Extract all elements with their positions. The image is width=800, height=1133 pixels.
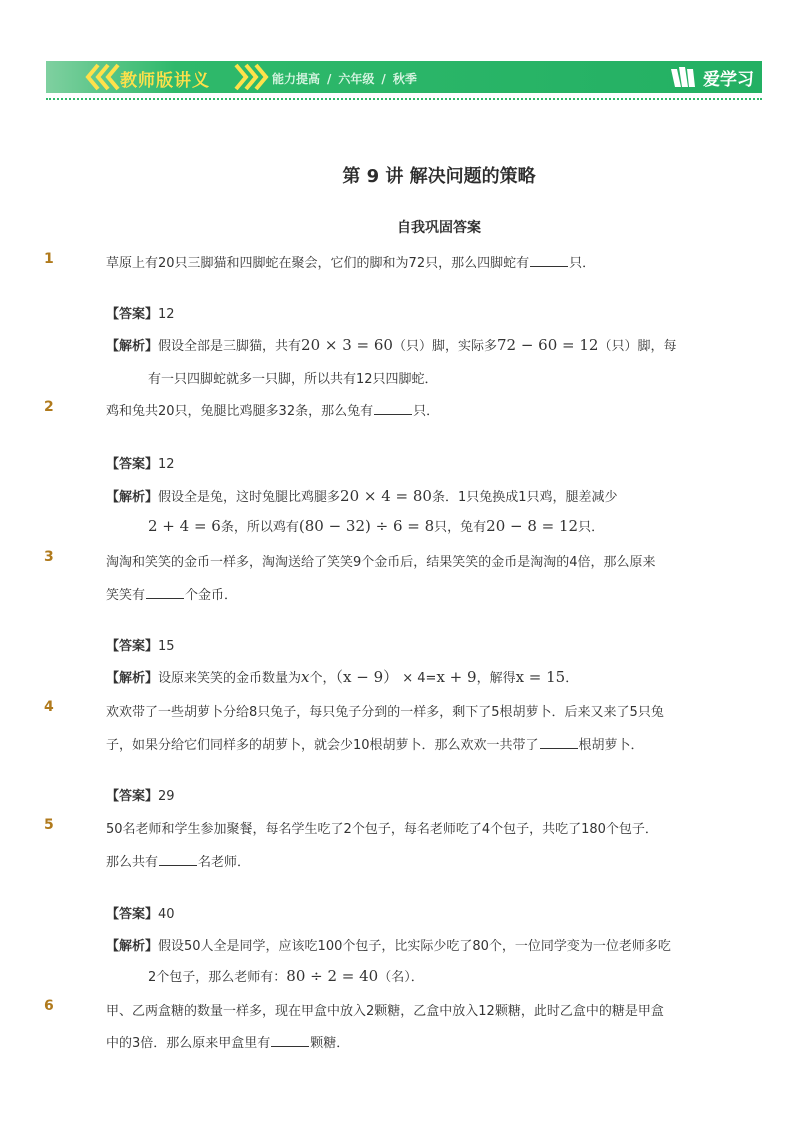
- answer-value: 12: [158, 307, 175, 322]
- answer-blank: [540, 736, 578, 749]
- analysis-text: ，解得: [476, 671, 516, 686]
- analysis-line: [106, 666, 578, 687]
- answer-blank: [159, 853, 197, 866]
- analysis-text: 2个包子，那么老师有：: [148, 970, 287, 985]
- question-text: [106, 252, 595, 271]
- brand-logo: [669, 64, 754, 90]
- answer-value: 12: [158, 457, 175, 472]
- analysis-text: 假设50人全是同学，应该吃100个包子，比实际少吃了80个，一位同学变为一位老师多吃: [158, 939, 671, 954]
- answer-line: [106, 453, 175, 472]
- analysis-text: 条．1只兔换成1只鸡，腿差减少: [431, 490, 618, 505]
- analysis-text: 设原来笑笑的金币数量为: [158, 671, 302, 686]
- analysis-text: 个，: [309, 671, 336, 686]
- answer-blank: [271, 1034, 309, 1047]
- answer-line: [106, 903, 175, 922]
- math-expression: 72 − 60 = 12: [496, 336, 599, 354]
- question-number: 4: [44, 699, 54, 715]
- answer-value: 15: [158, 639, 175, 654]
- analysis-line: 有一只四脚蛇就多一只脚，所以共有12只四脚蛇．: [148, 372, 438, 387]
- question-number: 5: [44, 817, 54, 833]
- question-text: [106, 734, 644, 753]
- answer-value: 29: [158, 789, 175, 804]
- analysis-text: 假设全是兔，这时兔腿比鸡腿多: [158, 490, 341, 505]
- question-text-part: 只．: [569, 256, 596, 271]
- answer-line: [106, 303, 175, 322]
- math-expression: （x − 9）: [335, 668, 399, 686]
- analysis-line: [148, 966, 424, 985]
- math-expression: 20 × 4 = 80: [340, 487, 432, 505]
- math-expression: 80 ÷ 2 = 40: [286, 967, 379, 985]
- math-expression: x: [301, 668, 310, 686]
- analysis-text: ．: [565, 671, 579, 686]
- answer-line: [106, 635, 175, 654]
- math-expression: 20 × 3 = 60: [301, 336, 393, 354]
- question-text-part: 笑笑有: [106, 588, 146, 603]
- question-text: 50名老师和学生参加聚餐，每名学生吃了2个包子，每名老师吃了4个包子，共吃了180个包子．: [106, 822, 658, 837]
- analysis-text: （只）脚，每: [598, 339, 677, 354]
- math-expression: x = 15: [515, 668, 566, 686]
- question-text-part: 草原上有20只三脚猫和四脚蛇在聚会，它们的脚和为72只，那么四脚蛇有: [106, 256, 530, 271]
- answer-value: 40: [158, 907, 175, 922]
- answer-blank: [146, 586, 184, 599]
- question-number: 1: [44, 251, 54, 267]
- brand-logo-icon: [669, 65, 699, 89]
- question-text-part: 鸡和兔共20只，兔腿比鸡腿多32条，那么兔有: [106, 404, 374, 419]
- analysis-text: 只．: [578, 520, 605, 535]
- analysis-label: 【解析】: [106, 939, 159, 954]
- math-expression: 20 − 8 = 12: [486, 517, 579, 535]
- answer-label: 【答案】: [106, 907, 159, 922]
- analysis-line: [106, 935, 671, 954]
- answer-label: 【答案】: [106, 457, 159, 472]
- page-title: 第 9 讲 解决问题的策略: [342, 166, 536, 187]
- analysis-label: 【解析】: [106, 339, 159, 354]
- analysis-text: 条，所以鸡有: [220, 520, 299, 535]
- answer-label: 【答案】: [106, 307, 159, 322]
- analysis-text: （名）．: [378, 970, 424, 985]
- question-text-part: 名老师．: [198, 855, 251, 870]
- analysis-line: [106, 486, 618, 505]
- question-number: 6: [44, 998, 54, 1014]
- analysis-text: 假设全部是三脚猫，共有: [158, 339, 302, 354]
- question-number: 3: [44, 549, 54, 565]
- question-text: [106, 851, 250, 870]
- analysis-text: （只）脚，实际多: [392, 339, 497, 354]
- question-text-part: 那么共有: [106, 855, 159, 870]
- breadcrumb-item: 秋季: [392, 72, 417, 86]
- header-divider: [46, 98, 762, 100]
- question-text: 甲、乙两盒糖的数量一样多，现在甲盒中放入2颗糖，乙盒中放入12颗糖，此时乙盒中的糖是甲盒: [106, 1004, 664, 1019]
- question-text: [106, 400, 439, 419]
- analysis-line: [106, 335, 676, 354]
- analysis-text: 只，兔有: [434, 520, 487, 535]
- question-text: [106, 1032, 349, 1051]
- analysis-label: 【解析】: [106, 490, 159, 505]
- question-text-part: 根胡萝卜．: [578, 738, 644, 753]
- question-text-part: 个金币．: [185, 588, 238, 603]
- math-expression: 2 + 4 = 6: [148, 517, 221, 535]
- math-expression: (80 − 32) ÷ 6 = 8: [298, 517, 435, 535]
- question-text: 淘淘和笑笑的金币一样多，淘淘送给了笑笑9个金币后，结果笑笑的金币是淘淘的4倍，那么原来: [106, 555, 656, 570]
- question-text: [106, 584, 237, 603]
- question-text-part: 子，如果分给它们同样多的胡萝卜，就会少10根胡萝卜．那么欢欢一共带了: [106, 738, 539, 753]
- analysis-text: × 4=: [398, 671, 437, 686]
- breadcrumb-item: 六年级: [338, 72, 375, 86]
- question-number: 2: [44, 399, 54, 415]
- question-text-part: 中的3倍．那么原来甲盒里有: [106, 1036, 271, 1051]
- math-expression: x + 9: [436, 668, 477, 686]
- page-subtitle: 自我巩固答案: [397, 220, 481, 236]
- answer-label: 【答案】: [106, 789, 159, 804]
- header-bar: [46, 61, 762, 93]
- header-title: 教师版讲义: [120, 71, 210, 91]
- question-text-part: 颗糖．: [310, 1036, 350, 1051]
- answer-line: [106, 785, 175, 804]
- analysis-line: [148, 516, 604, 535]
- answer-label: 【答案】: [106, 639, 159, 654]
- question-text-part: 只．: [413, 404, 440, 419]
- question-text: 欢欢带了一些胡萝卜分给8只兔子，每只兔子分到的一样多，剩下了5根胡萝卜．后来又来了5只兔: [106, 705, 664, 720]
- breadcrumb-item: 能力提高: [272, 72, 321, 86]
- answer-blank: [530, 254, 568, 267]
- analysis-label: 【解析】: [106, 671, 159, 686]
- brand-name: 爱学习: [703, 69, 754, 90]
- breadcrumb: 能力提高 / 六年级 / 秋季: [272, 72, 417, 86]
- answer-blank: [374, 402, 412, 415]
